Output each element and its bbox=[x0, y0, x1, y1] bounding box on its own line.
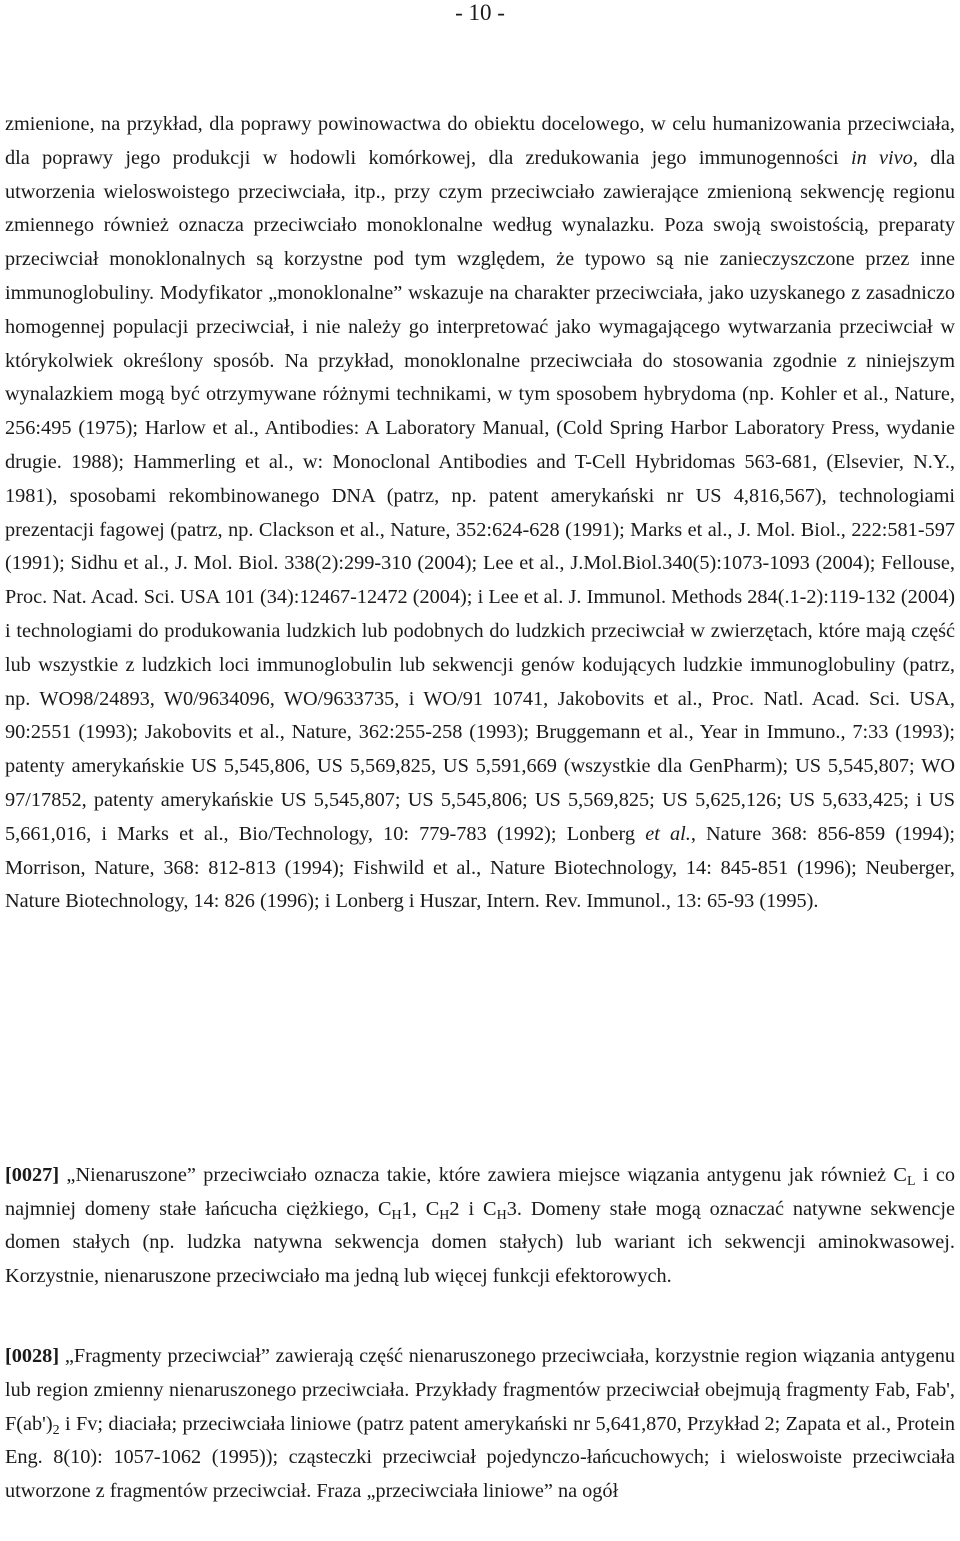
paragraph-text: „Nienaruszone” przeciwciało oznacza takie, które zawiera miejsce wiązania antygenu jak również C bbox=[59, 1164, 907, 1186]
paragraph-number: [0027] bbox=[5, 1164, 60, 1186]
subscript: H bbox=[496, 1207, 507, 1223]
paragraph-0027 bbox=[5, 1159, 955, 1293]
paragraph-italic-text: et al. bbox=[645, 822, 691, 845]
subscript: H bbox=[391, 1207, 402, 1223]
paragraph-text: 1, C bbox=[401, 1197, 440, 1220]
page-number: - 10 - bbox=[455, 0, 505, 25]
paragraph-text: i Fv; diaciała; przeciwciała liniowe (patrz patent amerykański nr 5,641,870, Przykład 2; Zapata et al., Protein Eng. 8(10): 1057-1062 (1995)); cząsteczki przeciwciał pojedynczo-łańcuchowych; i wieloswoiste przeciwciała utworzone z fragmentów przeciwciał. Fraza „przeciwciała liniowe” na ogół bbox=[5, 1412, 955, 1503]
subscript: L bbox=[906, 1174, 916, 1189]
paragraph-text: , Nature 368: 856-859 (1994); Morrison, Nature, 368: 812-813 (1994); Fishwild et al., Nature Biotechnology, 14: 845-851 (1996); Neuberger, Nature Biotechnology, 14: 826 (1996); i Lonberg i Huszar, Intern. Rev. Immunol., 13: 65-93 (1995). bbox=[5, 822, 955, 913]
subscript: 2 bbox=[52, 1422, 60, 1438]
paragraph-italic-text: in vivo bbox=[850, 146, 913, 169]
paragraph-text: zmienione, na przykład, dla poprawy powinowactwa do obiektu docelowego, w celu humanizowania przeciwciała, dla poprawy jego produkcji w hodowli komórkowej, dla zredukowania jego immunogenności bbox=[5, 113, 955, 169]
paragraph-text: 2 i C bbox=[449, 1197, 497, 1220]
paragraph-text: „Fragmenty przeciwciał” zawierają część nienaruszonego przeciwciała, korzystnie region wiązania antygenu lub region zmienny nienaruszonego przeciwciała. Przykłady fragmentów przeciwciał obejmują fragmenty Fab, Fab', F(ab') bbox=[5, 1345, 955, 1435]
paragraph-text: 3. Domeny stałe mogą oznaczać natywne sekwencje domen stałych (np. ludzka natywna sekwencja domen stałych) lub wariant ich sekwencji aminokwasowej. Korzystnie, nienaruszone przeciwciało ma jedną lub więcej funkcji efektorowych. bbox=[5, 1197, 955, 1287]
paragraph-text: , dla utworzenia wieloswoistego przeciwciała, itp., przy czym przeciwciało zawierające zmienioną sekwencję regionu zmiennego również oznacza przeciwciało monoklonalne według wynalazku. Poza swoją swoistością, preparaty przeciwciał monoklonalnych są korzystne pod tym względem, że typowo są nie zanieczyszczone przez inne immunoglobuliny. Modyfikator „monoklonalne” wskazuje na charakter przeciwciała, jako uzyskanego z zasadniczo homogennej populacji przeciwciał, i nie należy go interpretować jako wymagającego wytwarzania przeciwciał w którykolwiek określony sposób. Na przykład, monoklonalne przeciwciała do stosowania zgodnie z niniejszym wynalazkiem mogą być otrzymywane różnymi technikami, w tym sposobem hybrydoma (np. Kohler et al., Nature, 256:495 (1975); Harlow et al., Antibodies: A Laboratory Manual, (Cold Spring Harbor Laboratory Press, wydanie drugie. 1988); Hammerling et al., w: Monoclonal Antibodies and T-Cell Hybridomas 563-681, (Elsevier, N.Y., 1981), sposobami rekombinowanego DNA (patrz, np. patent amerykański nr US 4,816,567), technologiami prezentacji fagowej (patrz, np. Clackson et al., Nature, 352:624-628 (1991); Marks et al., J. Mol. Biol., 222:581-597 (1991); Sidhu et al., J. Mol. Biol. 338(2):299-310 (2004); Lee et al., J.Mol.Biol.340(5):1073-1093 (2004); Fellouse, Proc. Nat. Acad. Sci. USA 101 (34):12467-12472 (2004); i Lee et al. J. Immunol. Methods 284(.1-2):119-132 (2004) i technologiami do produkowania ludzkich lub podobnych do ludzkich przeciwciał w zwierzętach, które mają część lub wszystkie z ludzkich loci immunoglobulin lub sekwencji genów kodujących ludzkie immunoglobuliny (patrz, np. WO98/24893, W0/9634096, WO/9633735, i WO/91 10741, Jakobovits et al., Proc. Natl. Acad. Sci. USA, 90:2551 (1993); Jakobovits et al., Nature, 362:255-258 (1993); Bruggemann et al., Year in Immuno., 7:33 (1993); patenty amerykańskie US 5,545,806, US 5,569,825, US 5,591,669 (wszystkie dla GenPharm); US 5,545,807; WO 97/17852, patenty amerykańskie US 5,545,807; US 5,545,806; US 5,569,825; US 5,625,126; US 5,633,425; i US 5,661,016, i Marks et al., Bio/Technology, 10: 779-783 (1992); Lonberg bbox=[5, 146, 956, 845]
paragraph-0028 bbox=[5, 1340, 955, 1509]
subscript: H bbox=[439, 1207, 450, 1223]
paragraph-text: i co najmniej domeny stałe łańcucha ciężkiego, C bbox=[5, 1164, 955, 1220]
paragraph-antibody-monoclonal bbox=[5, 108, 955, 919]
paragraph-number: [0028] bbox=[5, 1345, 60, 1367]
